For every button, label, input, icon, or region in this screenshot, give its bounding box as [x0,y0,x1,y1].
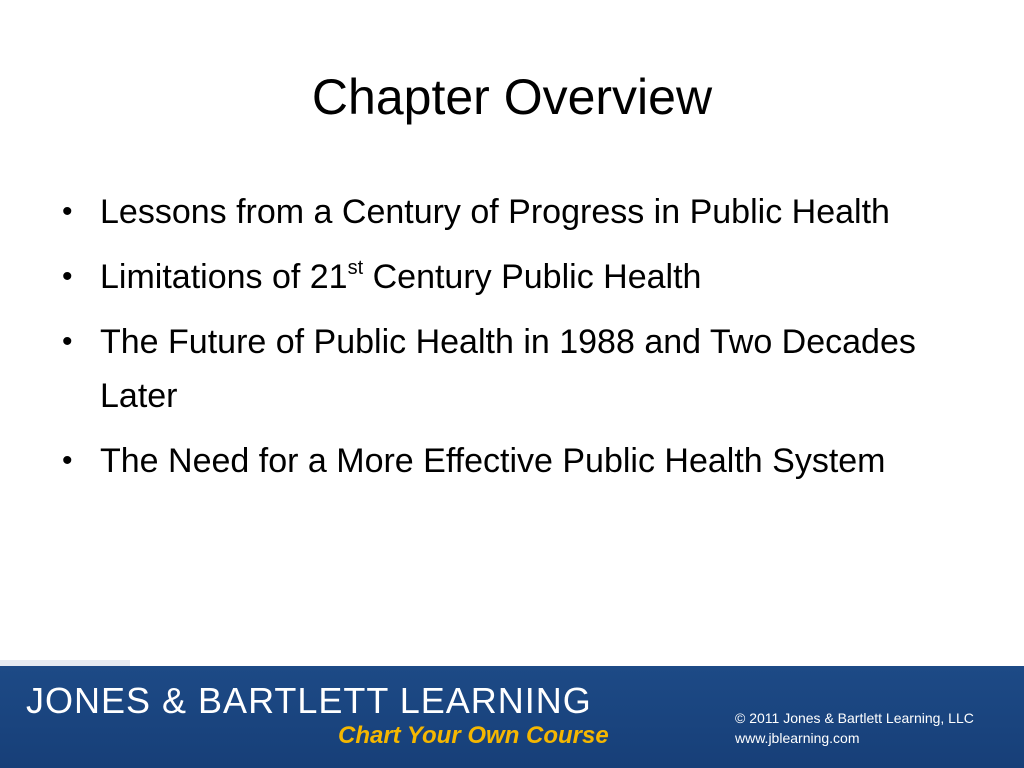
bullet-icon: • [62,444,73,477]
bullet-text [100,258,701,296]
publisher-website: www.jblearning.com [735,730,860,746]
bullet-item [50,185,950,239]
publisher-footer [0,666,1024,768]
bullet-item [50,315,950,423]
bullet-text-part: Century Public Health [363,258,702,296]
bullet-text: Lessons from a Century of Progress in Public Health [100,193,890,231]
bullet-text: The Future of Public Health in 1988 and Two Decades Later [100,323,916,415]
publisher-tagline: Chart Your Own Course [338,722,609,749]
copyright-notice: © 2011 Jones & Bartlett Learning, LLC [735,710,974,726]
bullet-text: The Need for a More Effective Public Health System [100,442,886,480]
slide-title: Chapter Overview [311,69,713,125]
bullet-list [50,185,950,499]
publisher-logo-text: JONES & BARTLETT LEARNING [26,680,592,721]
bullet-text-part: Limitations of 21 [100,258,348,296]
bullet-icon: • [62,325,73,358]
bullet-icon: • [62,195,73,228]
bullet-item [50,250,950,304]
bullet-item [50,434,950,488]
ordinal-superscript: st [347,256,364,279]
bullet-icon: • [62,260,73,293]
